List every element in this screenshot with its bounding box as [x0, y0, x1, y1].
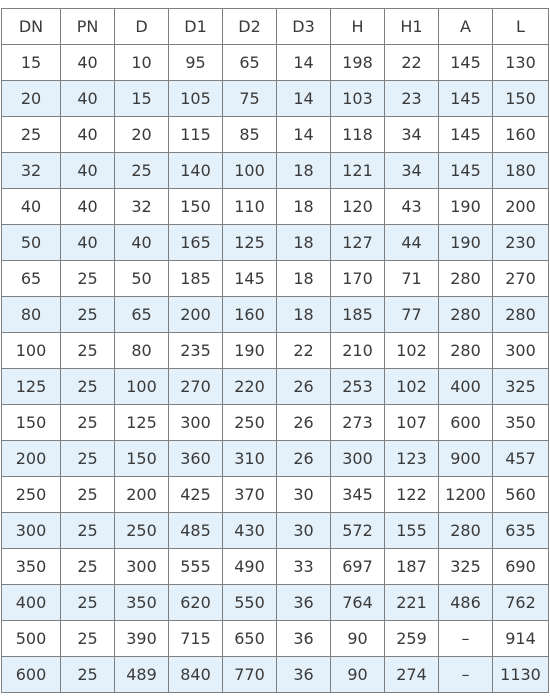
table-cell-h1: 44 [385, 225, 439, 261]
table-cell-d2: 190 [223, 333, 277, 369]
table-cell-a: 280 [439, 297, 493, 333]
table-cell-d3: 30 [277, 477, 331, 513]
table-cell-dn: 25 [2, 117, 61, 153]
table-cell-d1: 150 [169, 189, 223, 225]
column-header-h: H [331, 9, 385, 45]
table-cell-d1: 555 [169, 549, 223, 585]
table-cell-h: 90 [331, 657, 385, 693]
table-cell-dn: 32 [2, 153, 61, 189]
table-row [2, 45, 549, 81]
table-cell-d1: 105 [169, 81, 223, 117]
table-cell-a: 400 [439, 369, 493, 405]
table-cell-dn: 400 [2, 585, 61, 621]
table-cell-d1: 270 [169, 369, 223, 405]
table-cell-h1: 123 [385, 441, 439, 477]
table-cell-d: 80 [115, 333, 169, 369]
table-cell-h: 103 [331, 81, 385, 117]
table-cell-d3: 18 [277, 297, 331, 333]
table-cell-d3: 18 [277, 189, 331, 225]
table-cell-a: 190 [439, 189, 493, 225]
table-cell-d: 25 [115, 153, 169, 189]
table-cell-d2: 125 [223, 225, 277, 261]
column-header-l: L [493, 9, 549, 45]
table-cell-d1: 715 [169, 621, 223, 657]
table-cell-d3: 33 [277, 549, 331, 585]
table-cell-dn: 65 [2, 261, 61, 297]
table-cell-d3: 22 [277, 333, 331, 369]
table-cell-d2: 145 [223, 261, 277, 297]
table-cell-l: 200 [493, 189, 549, 225]
table-cell-d: 15 [115, 81, 169, 117]
table-cell-h: 185 [331, 297, 385, 333]
table-cell-h1: 34 [385, 153, 439, 189]
table-cell-h: 697 [331, 549, 385, 585]
table-row [2, 189, 549, 225]
table-cell-pn: 25 [61, 297, 115, 333]
table-cell-l: 130 [493, 45, 549, 81]
table-cell-d: 10 [115, 45, 169, 81]
table-cell-d2: 250 [223, 405, 277, 441]
table-row [2, 477, 549, 513]
table-row [2, 621, 549, 657]
table-cell-d3: 18 [277, 225, 331, 261]
table-row [2, 261, 549, 297]
table-cell-pn: 40 [61, 45, 115, 81]
table-cell-d: 65 [115, 297, 169, 333]
table-row [2, 657, 549, 693]
table-cell-d3: 26 [277, 369, 331, 405]
table-cell-d2: 85 [223, 117, 277, 153]
table-cell-d: 390 [115, 621, 169, 657]
table-cell-h: 764 [331, 585, 385, 621]
table-cell-d3: 36 [277, 585, 331, 621]
table-cell-pn: 40 [61, 153, 115, 189]
table-cell-pn: 25 [61, 441, 115, 477]
table-cell-a: 145 [439, 117, 493, 153]
table-cell-a: 280 [439, 513, 493, 549]
table-cell-h: 273 [331, 405, 385, 441]
table-cell-l: 914 [493, 621, 549, 657]
table-cell-pn: 25 [61, 477, 115, 513]
table-header [2, 9, 549, 45]
table-cell-l: 180 [493, 153, 549, 189]
table-cell-h: 210 [331, 333, 385, 369]
table-cell-h: 121 [331, 153, 385, 189]
column-header-dn: DN [2, 9, 61, 45]
table-cell-h1: 102 [385, 369, 439, 405]
table-row [2, 225, 549, 261]
dimensions-table [1, 8, 549, 693]
table-cell-d2: 770 [223, 657, 277, 693]
table-row [2, 81, 549, 117]
table-cell-a: – [439, 657, 493, 693]
table-cell-d3: 30 [277, 513, 331, 549]
table-cell-d1: 200 [169, 297, 223, 333]
table-cell-dn: 200 [2, 441, 61, 477]
table-cell-d: 100 [115, 369, 169, 405]
table-cell-pn: 40 [61, 81, 115, 117]
table-cell-h1: 122 [385, 477, 439, 513]
table-cell-d: 50 [115, 261, 169, 297]
column-header-d3: D3 [277, 9, 331, 45]
table-cell-a: 145 [439, 45, 493, 81]
table-cell-d1: 485 [169, 513, 223, 549]
table-cell-d: 300 [115, 549, 169, 585]
table-cell-d: 150 [115, 441, 169, 477]
table-cell-l: 150 [493, 81, 549, 117]
table-cell-l: 457 [493, 441, 549, 477]
table-cell-h1: 187 [385, 549, 439, 585]
table-cell-pn: 40 [61, 225, 115, 261]
table-cell-d1: 235 [169, 333, 223, 369]
table-cell-pn: 25 [61, 621, 115, 657]
header-row [2, 9, 549, 45]
table-cell-dn: 80 [2, 297, 61, 333]
table-cell-d: 350 [115, 585, 169, 621]
table-cell-d3: 26 [277, 441, 331, 477]
table-cell-dn: 20 [2, 81, 61, 117]
table-cell-a: 280 [439, 261, 493, 297]
table-cell-pn: 25 [61, 585, 115, 621]
table-cell-l: 300 [493, 333, 549, 369]
table-cell-dn: 100 [2, 333, 61, 369]
table-cell-d2: 490 [223, 549, 277, 585]
table-cell-d: 125 [115, 405, 169, 441]
table-row [2, 297, 549, 333]
table-cell-h: 127 [331, 225, 385, 261]
table-row [2, 153, 549, 189]
table-cell-l: 270 [493, 261, 549, 297]
column-header-a: A [439, 9, 493, 45]
table-cell-d: 250 [115, 513, 169, 549]
table-row [2, 549, 549, 585]
table-cell-l: 160 [493, 117, 549, 153]
table-row [2, 513, 549, 549]
table-cell-d1: 165 [169, 225, 223, 261]
table-cell-dn: 125 [2, 369, 61, 405]
table-cell-h1: 259 [385, 621, 439, 657]
table-cell-a: 190 [439, 225, 493, 261]
table-cell-h: 198 [331, 45, 385, 81]
table-cell-d2: 160 [223, 297, 277, 333]
table-cell-h: 300 [331, 441, 385, 477]
table-cell-d: 489 [115, 657, 169, 693]
table-cell-l: 1130 [493, 657, 549, 693]
table-cell-dn: 300 [2, 513, 61, 549]
table-cell-l: 762 [493, 585, 549, 621]
table-cell-a: 280 [439, 333, 493, 369]
table-cell-h1: 34 [385, 117, 439, 153]
table-cell-d1: 140 [169, 153, 223, 189]
table-cell-d2: 65 [223, 45, 277, 81]
column-header-d1: D1 [169, 9, 223, 45]
table-cell-d3: 26 [277, 405, 331, 441]
table-cell-dn: 500 [2, 621, 61, 657]
table-cell-d2: 310 [223, 441, 277, 477]
table-cell-h1: 155 [385, 513, 439, 549]
table-cell-pn: 25 [61, 549, 115, 585]
table-cell-pn: 40 [61, 117, 115, 153]
table-cell-dn: 15 [2, 45, 61, 81]
table-cell-pn: 25 [61, 657, 115, 693]
table-cell-l: 350 [493, 405, 549, 441]
table-cell-h1: 107 [385, 405, 439, 441]
table-cell-d2: 100 [223, 153, 277, 189]
table-cell-h: 572 [331, 513, 385, 549]
table-cell-pn: 25 [61, 369, 115, 405]
table-cell-d2: 220 [223, 369, 277, 405]
table-cell-a: 325 [439, 549, 493, 585]
table-cell-h1: 102 [385, 333, 439, 369]
table-cell-l: 635 [493, 513, 549, 549]
column-header-d2: D2 [223, 9, 277, 45]
table-row [2, 117, 549, 153]
table-row [2, 333, 549, 369]
table-cell-h: 120 [331, 189, 385, 225]
table-cell-l: 325 [493, 369, 549, 405]
table-body [2, 45, 549, 693]
table-cell-d2: 430 [223, 513, 277, 549]
table-cell-d1: 300 [169, 405, 223, 441]
table-cell-pn: 25 [61, 513, 115, 549]
table-cell-d: 40 [115, 225, 169, 261]
column-header-pn: PN [61, 9, 115, 45]
table-cell-d: 20 [115, 117, 169, 153]
table-cell-d: 32 [115, 189, 169, 225]
table-cell-pn: 25 [61, 261, 115, 297]
table-cell-d3: 18 [277, 261, 331, 297]
table-cell-h: 253 [331, 369, 385, 405]
table-cell-d3: 36 [277, 657, 331, 693]
table-cell-a: 900 [439, 441, 493, 477]
table-row [2, 405, 549, 441]
table-cell-a: 145 [439, 153, 493, 189]
table-cell-h1: 77 [385, 297, 439, 333]
table-cell-h1: 23 [385, 81, 439, 117]
table-cell-d1: 425 [169, 477, 223, 513]
table-cell-d2: 110 [223, 189, 277, 225]
table-cell-dn: 600 [2, 657, 61, 693]
table-cell-d3: 14 [277, 45, 331, 81]
table-row [2, 441, 549, 477]
table-cell-l: 280 [493, 297, 549, 333]
table-row [2, 369, 549, 405]
table-cell-d1: 95 [169, 45, 223, 81]
table-cell-dn: 40 [2, 189, 61, 225]
table-cell-a: 486 [439, 585, 493, 621]
table-cell-h1: 22 [385, 45, 439, 81]
table-cell-dn: 250 [2, 477, 61, 513]
table-cell-h1: 274 [385, 657, 439, 693]
table-cell-h: 170 [331, 261, 385, 297]
table-cell-a: – [439, 621, 493, 657]
table-cell-d1: 840 [169, 657, 223, 693]
table-cell-d1: 360 [169, 441, 223, 477]
table-cell-l: 230 [493, 225, 549, 261]
table-cell-h: 118 [331, 117, 385, 153]
table-cell-pn: 25 [61, 333, 115, 369]
table-cell-d: 200 [115, 477, 169, 513]
table-cell-h1: 43 [385, 189, 439, 225]
table-cell-d3: 18 [277, 153, 331, 189]
table-cell-dn: 350 [2, 549, 61, 585]
table-cell-a: 600 [439, 405, 493, 441]
table-cell-dn: 50 [2, 225, 61, 261]
table-cell-d2: 650 [223, 621, 277, 657]
table-cell-a: 1200 [439, 477, 493, 513]
table-cell-h1: 71 [385, 261, 439, 297]
table-cell-d2: 75 [223, 81, 277, 117]
table-cell-d2: 550 [223, 585, 277, 621]
table-cell-d1: 185 [169, 261, 223, 297]
table-cell-a: 145 [439, 81, 493, 117]
column-header-d: D [115, 9, 169, 45]
table-cell-d3: 14 [277, 117, 331, 153]
table-row [2, 585, 549, 621]
table-cell-dn: 150 [2, 405, 61, 441]
table-cell-d3: 14 [277, 81, 331, 117]
table-cell-d1: 620 [169, 585, 223, 621]
table-cell-d2: 370 [223, 477, 277, 513]
table-cell-h: 90 [331, 621, 385, 657]
table-cell-pn: 40 [61, 189, 115, 225]
table-cell-pn: 25 [61, 405, 115, 441]
table-cell-l: 690 [493, 549, 549, 585]
table-cell-h1: 221 [385, 585, 439, 621]
table-cell-l: 560 [493, 477, 549, 513]
column-header-h1: H1 [385, 9, 439, 45]
table-cell-d1: 115 [169, 117, 223, 153]
table-cell-h: 345 [331, 477, 385, 513]
table-cell-d3: 36 [277, 621, 331, 657]
